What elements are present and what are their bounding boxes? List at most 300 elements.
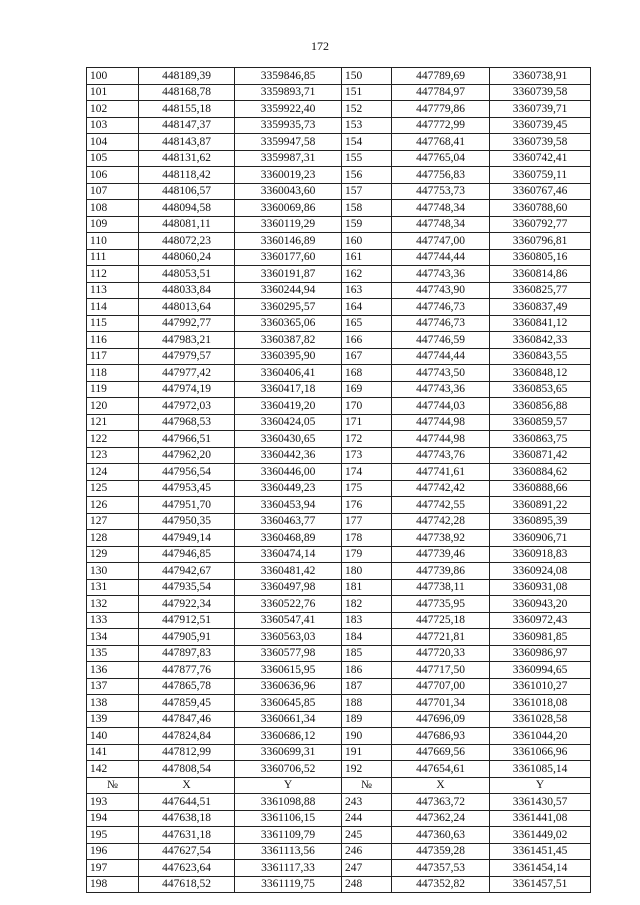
cell-point-number-left: 124 (87, 464, 139, 481)
cell-point-number-left: 128 (87, 530, 139, 547)
cell-x-right: 447744,03 (392, 398, 490, 415)
cell-point-number-left: 196 (87, 843, 139, 860)
cell-y-right: 3360981,85 (490, 629, 591, 646)
table-row (87, 447, 591, 464)
cell-x-right: 447742,55 (392, 497, 490, 514)
cell-x-left: 447951,70 (139, 497, 235, 514)
table-row (87, 101, 591, 118)
cell-x-right: 447707,00 (392, 678, 490, 695)
table-row (87, 117, 591, 134)
cell-point-number-right: 152 (342, 101, 392, 118)
table-row (87, 645, 591, 662)
cell-point-number-right: 151 (342, 84, 392, 101)
header-row (87, 777, 591, 794)
cell-x-left: 448168,78 (139, 84, 235, 101)
table-row (87, 282, 591, 299)
cell-point-number-left: 116 (87, 332, 139, 349)
cell-point-number-right: 167 (342, 348, 392, 365)
cell-point-number-right: 191 (342, 744, 392, 761)
cell-point-number-right: 165 (342, 315, 392, 332)
cell-y-right: 3360805,16 (490, 249, 591, 266)
cell-point-number-left: 106 (87, 167, 139, 184)
table-row (87, 365, 591, 382)
cell-point-number-right: 163 (342, 282, 392, 299)
table-row (87, 678, 591, 695)
cell-y-right: 3361085,14 (490, 761, 591, 778)
cell-point-number-left: 119 (87, 381, 139, 398)
cell-point-number-right: 161 (342, 249, 392, 266)
cell-x-right: 447720,33 (392, 645, 490, 662)
cell-point-number-right: 185 (342, 645, 392, 662)
header-number-left: № (87, 777, 139, 794)
cell-y-right: 3360837,49 (490, 299, 591, 316)
cell-x-right: 447721,81 (392, 629, 490, 646)
table-row (87, 546, 591, 563)
cell-y-left: 3360430,65 (235, 431, 342, 448)
cell-y-left: 3360406,41 (235, 365, 342, 382)
cell-y-left: 3360019,23 (235, 167, 342, 184)
cell-x-left: 447897,83 (139, 645, 235, 662)
cell-x-right: 447741,61 (392, 464, 490, 481)
cell-x-right: 447747,00 (392, 233, 490, 250)
table-row (87, 299, 591, 316)
cell-y-left: 3360636,96 (235, 678, 342, 695)
cell-x-right: 447701,34 (392, 695, 490, 712)
cell-y-left: 3360615,95 (235, 662, 342, 679)
cell-y-left: 3360177,60 (235, 249, 342, 266)
cell-y-left: 3360481,42 (235, 563, 342, 580)
cell-y-left: 3360387,82 (235, 332, 342, 349)
table-row (87, 761, 591, 778)
cell-y-right: 3360742,41 (490, 150, 591, 167)
cell-y-right: 3360853,65 (490, 381, 591, 398)
cell-point-number-right: 172 (342, 431, 392, 448)
cell-x-right: 447748,34 (392, 216, 490, 233)
cell-x-left: 448155,18 (139, 101, 235, 118)
table-row (87, 596, 591, 613)
cell-y-left: 3361119,75 (235, 876, 342, 893)
table-row (87, 480, 591, 497)
cell-y-left: 3360191,87 (235, 266, 342, 283)
cell-y-left: 3360547,41 (235, 612, 342, 629)
cell-point-number-left: 110 (87, 233, 139, 250)
cell-x-right: 447743,50 (392, 365, 490, 382)
cell-x-right: 447756,83 (392, 167, 490, 184)
cell-y-right: 3361454,14 (490, 860, 591, 877)
table-row (87, 497, 591, 514)
table-row (87, 183, 591, 200)
page-number: 172 (311, 39, 329, 53)
cell-x-left: 447972,03 (139, 398, 235, 415)
cell-y-right: 3361044,20 (490, 728, 591, 745)
cell-y-right: 3360856,88 (490, 398, 591, 415)
cell-point-number-right: 156 (342, 167, 392, 184)
cell-y-right: 3361441,08 (490, 810, 591, 827)
cell-y-left: 3361117,33 (235, 860, 342, 877)
table-row (87, 530, 591, 547)
cell-x-left: 448106,57 (139, 183, 235, 200)
table-row (87, 695, 591, 712)
cell-y-right: 3360884,62 (490, 464, 591, 481)
cell-y-right: 3360739,58 (490, 84, 591, 101)
table-row (87, 662, 591, 679)
cell-x-left: 447859,45 (139, 695, 235, 712)
cell-y-left: 3360069,86 (235, 200, 342, 217)
cell-x-right: 447743,36 (392, 266, 490, 283)
header-number-right: № (342, 777, 392, 794)
table-row (87, 134, 591, 151)
table-row (87, 84, 591, 101)
cell-y-left: 3361098,88 (235, 794, 342, 811)
cell-x-right: 447784,97 (392, 84, 490, 101)
cell-x-left: 447974,19 (139, 381, 235, 398)
cell-y-left: 3360395,90 (235, 348, 342, 365)
cell-y-left: 3360563,03 (235, 629, 342, 646)
table-row (87, 398, 591, 415)
table-row (87, 612, 591, 629)
header-x-right: X (392, 777, 490, 794)
cell-point-number-right: 181 (342, 579, 392, 596)
cell-point-number-left: 129 (87, 546, 139, 563)
cell-x-right: 447669,56 (392, 744, 490, 761)
table-row (87, 827, 591, 844)
table-row (87, 860, 591, 877)
cell-point-number-right: 157 (342, 183, 392, 200)
cell-x-right: 447352,82 (392, 876, 490, 893)
cell-y-left: 3360424,05 (235, 414, 342, 431)
cell-point-number-left: 121 (87, 414, 139, 431)
cell-y-right: 3361457,51 (490, 876, 591, 893)
cell-x-left: 447953,45 (139, 480, 235, 497)
cell-y-left: 3360468,89 (235, 530, 342, 547)
cell-x-right: 447696,09 (392, 711, 490, 728)
table-row (87, 563, 591, 580)
table-row (87, 464, 591, 481)
cell-y-left: 3360295,57 (235, 299, 342, 316)
cell-x-left: 447966,51 (139, 431, 235, 448)
cell-y-left: 3360686,12 (235, 728, 342, 745)
cell-point-number-right: 248 (342, 876, 392, 893)
cell-point-number-right: 179 (342, 546, 392, 563)
cell-y-right: 3360843,55 (490, 348, 591, 365)
table-row (87, 711, 591, 728)
table-row (87, 431, 591, 448)
cell-y-left: 3360522,76 (235, 596, 342, 613)
cell-x-right: 447772,99 (392, 117, 490, 134)
cell-y-right: 3360931,08 (490, 579, 591, 596)
cell-y-right: 3360906,71 (490, 530, 591, 547)
cell-point-number-right: 173 (342, 447, 392, 464)
cell-y-left: 3360043,60 (235, 183, 342, 200)
table-row (87, 332, 591, 349)
cell-point-number-right: 159 (342, 216, 392, 233)
cell-point-number-left: 103 (87, 117, 139, 134)
cell-x-right: 447717,50 (392, 662, 490, 679)
cell-point-number-right: 184 (342, 629, 392, 646)
cell-x-left: 447968,53 (139, 414, 235, 431)
cell-y-right: 3360792,77 (490, 216, 591, 233)
table-row (87, 167, 591, 184)
cell-y-left: 3361106,15 (235, 810, 342, 827)
cell-x-right: 447739,46 (392, 546, 490, 563)
cell-point-number-right: 160 (342, 233, 392, 250)
cell-point-number-right: 171 (342, 414, 392, 431)
table-header-group (87, 777, 591, 794)
cell-point-number-right: 162 (342, 266, 392, 283)
cell-x-left: 447992,77 (139, 315, 235, 332)
cell-x-left: 447977,42 (139, 365, 235, 382)
cell-point-number-left: 125 (87, 480, 139, 497)
cell-x-right: 447743,36 (392, 381, 490, 398)
cell-y-left: 3360699,31 (235, 744, 342, 761)
cell-x-right: 447735,95 (392, 596, 490, 613)
cell-x-left: 447950,35 (139, 513, 235, 530)
cell-point-number-right: 188 (342, 695, 392, 712)
cell-y-right: 3360994,65 (490, 662, 591, 679)
cell-point-number-right: 177 (342, 513, 392, 530)
cell-y-left: 3359947,58 (235, 134, 342, 151)
cell-point-number-left: 140 (87, 728, 139, 745)
cell-x-left: 447942,67 (139, 563, 235, 580)
cell-x-left: 447949,14 (139, 530, 235, 547)
cell-x-right: 447738,11 (392, 579, 490, 596)
cell-x-right: 447357,53 (392, 860, 490, 877)
cell-point-number-right: 182 (342, 596, 392, 613)
cell-x-right: 447753,73 (392, 183, 490, 200)
cell-y-left: 3359893,71 (235, 84, 342, 101)
cell-x-right: 447725,18 (392, 612, 490, 629)
table-row (87, 233, 591, 250)
cell-point-number-left: 137 (87, 678, 139, 695)
cell-x-left: 447962,20 (139, 447, 235, 464)
cell-point-number-right: 187 (342, 678, 392, 695)
cell-y-right: 3360739,58 (490, 134, 591, 151)
cell-point-number-right: 190 (342, 728, 392, 745)
cell-x-left: 448143,87 (139, 134, 235, 151)
cell-x-right: 447746,73 (392, 315, 490, 332)
cell-point-number-left: 101 (87, 84, 139, 101)
table-row (87, 414, 591, 431)
table-row (87, 728, 591, 745)
cell-x-left: 447912,51 (139, 612, 235, 629)
cell-x-right: 447360,63 (392, 827, 490, 844)
cell-x-left: 448131,62 (139, 150, 235, 167)
cell-x-right: 447744,44 (392, 249, 490, 266)
cell-point-number-right: 176 (342, 497, 392, 514)
cell-point-number-left: 195 (87, 827, 139, 844)
cell-x-right: 447743,76 (392, 447, 490, 464)
cell-y-right: 3360814,86 (490, 266, 591, 283)
cell-x-right: 447362,24 (392, 810, 490, 827)
cell-x-left: 448013,64 (139, 299, 235, 316)
coordinates-table (86, 67, 591, 893)
cell-x-left: 448081,11 (139, 216, 235, 233)
cell-y-left: 3360706,52 (235, 761, 342, 778)
cell-point-number-left: 102 (87, 101, 139, 118)
cell-y-left: 3360417,18 (235, 381, 342, 398)
cell-y-right: 3360924,08 (490, 563, 591, 580)
cell-point-number-left: 120 (87, 398, 139, 415)
cell-x-right: 447748,34 (392, 200, 490, 217)
cell-point-number-left: 117 (87, 348, 139, 365)
cell-x-left: 447824,84 (139, 728, 235, 745)
cell-x-left: 447644,51 (139, 794, 235, 811)
cell-x-left: 448033,84 (139, 282, 235, 299)
table-body-bottom (87, 794, 591, 893)
cell-point-number-right: 150 (342, 68, 392, 85)
cell-y-left: 3360365,06 (235, 315, 342, 332)
cell-x-right: 447789,69 (392, 68, 490, 85)
cell-y-left: 3360577,98 (235, 645, 342, 662)
table-row (87, 200, 591, 217)
cell-point-number-left: 132 (87, 596, 139, 613)
cell-point-number-left: 130 (87, 563, 139, 580)
cell-point-number-left: 100 (87, 68, 139, 85)
cell-y-left: 3360463,77 (235, 513, 342, 530)
cell-x-left: 447922,34 (139, 596, 235, 613)
cell-y-left: 3360119,29 (235, 216, 342, 233)
cell-y-right: 3361451,45 (490, 843, 591, 860)
cell-point-number-left: 107 (87, 183, 139, 200)
cell-y-right: 3360895,39 (490, 513, 591, 530)
cell-x-right: 447779,86 (392, 101, 490, 118)
table-row (87, 794, 591, 811)
cell-point-number-left: 123 (87, 447, 139, 464)
cell-y-right: 3360759,11 (490, 167, 591, 184)
table-row (87, 579, 591, 596)
table-row (87, 810, 591, 827)
table-row (87, 315, 591, 332)
cell-point-number-left: 135 (87, 645, 139, 662)
cell-y-right: 3360888,66 (490, 480, 591, 497)
cell-point-number-left: 127 (87, 513, 139, 530)
cell-y-right: 3360943,20 (490, 596, 591, 613)
cell-y-left: 3360497,98 (235, 579, 342, 596)
cell-y-right: 3360738,91 (490, 68, 591, 85)
cell-y-left: 3361113,56 (235, 843, 342, 860)
cell-point-number-left: 111 (87, 249, 139, 266)
cell-point-number-left: 122 (87, 431, 139, 448)
cell-point-number-left: 112 (87, 266, 139, 283)
cell-x-left: 448118,42 (139, 167, 235, 184)
table-row (87, 744, 591, 761)
cell-x-left: 447956,54 (139, 464, 235, 481)
cell-point-number-left: 113 (87, 282, 139, 299)
cell-x-left: 447623,64 (139, 860, 235, 877)
cell-y-left: 3360474,14 (235, 546, 342, 563)
cell-x-right: 447686,93 (392, 728, 490, 745)
cell-y-right: 3361430,57 (490, 794, 591, 811)
cell-x-left: 447979,57 (139, 348, 235, 365)
cell-point-number-right: 186 (342, 662, 392, 679)
cell-x-left: 447812,99 (139, 744, 235, 761)
cell-x-right: 447744,98 (392, 414, 490, 431)
cell-y-right: 3360796,81 (490, 233, 591, 250)
cell-x-left: 448060,24 (139, 249, 235, 266)
cell-x-left: 447631,18 (139, 827, 235, 844)
cell-point-number-left: 198 (87, 876, 139, 893)
cell-point-number-right: 192 (342, 761, 392, 778)
cell-y-right: 3360918,83 (490, 546, 591, 563)
cell-x-left: 447847,46 (139, 711, 235, 728)
cell-y-right: 3360825,77 (490, 282, 591, 299)
cell-x-left: 447935,54 (139, 579, 235, 596)
cell-y-right: 3361010,27 (490, 678, 591, 695)
cell-point-number-left: 131 (87, 579, 139, 596)
cell-point-number-left: 141 (87, 744, 139, 761)
table-row (87, 843, 591, 860)
cell-point-number-right: 170 (342, 398, 392, 415)
cell-y-right: 3360842,33 (490, 332, 591, 349)
cell-x-right: 447765,04 (392, 150, 490, 167)
cell-x-right: 447742,42 (392, 480, 490, 497)
cell-point-number-left: 193 (87, 794, 139, 811)
cell-point-number-right: 183 (342, 612, 392, 629)
cell-x-right: 447739,86 (392, 563, 490, 580)
cell-point-number-right: 154 (342, 134, 392, 151)
cell-point-number-left: 118 (87, 365, 139, 382)
cell-point-number-left: 197 (87, 860, 139, 877)
cell-point-number-left: 104 (87, 134, 139, 151)
cell-x-right: 447363,72 (392, 794, 490, 811)
cell-y-left: 3360442,36 (235, 447, 342, 464)
cell-point-number-right: 189 (342, 711, 392, 728)
cell-x-left: 447618,52 (139, 876, 235, 893)
cell-point-number-right: 175 (342, 480, 392, 497)
cell-x-left: 448072,23 (139, 233, 235, 250)
cell-point-number-right: 245 (342, 827, 392, 844)
cell-point-number-left: 105 (87, 150, 139, 167)
cell-y-right: 3360859,57 (490, 414, 591, 431)
cell-point-number-left: 126 (87, 497, 139, 514)
cell-x-left: 448053,51 (139, 266, 235, 283)
cell-y-left: 3361109,79 (235, 827, 342, 844)
cell-point-number-right: 180 (342, 563, 392, 580)
cell-point-number-right: 246 (342, 843, 392, 860)
cell-x-left: 447808,54 (139, 761, 235, 778)
cell-x-left: 447627,54 (139, 843, 235, 860)
table-row (87, 68, 591, 85)
cell-x-right: 447738,92 (392, 530, 490, 547)
cell-point-number-right: 164 (342, 299, 392, 316)
cell-y-left: 3360146,89 (235, 233, 342, 250)
cell-y-right: 3360848,12 (490, 365, 591, 382)
cell-y-left: 3360446,00 (235, 464, 342, 481)
cell-y-left: 3360419,20 (235, 398, 342, 415)
cell-x-right: 447654,61 (392, 761, 490, 778)
table-row (87, 876, 591, 893)
cell-x-left: 447865,78 (139, 678, 235, 695)
cell-x-right: 447746,73 (392, 299, 490, 316)
cell-y-left: 3360453,94 (235, 497, 342, 514)
cell-y-right: 3361449,02 (490, 827, 591, 844)
cell-point-number-right: 158 (342, 200, 392, 217)
cell-y-right: 3360788,60 (490, 200, 591, 217)
cell-y-left: 3359846,85 (235, 68, 342, 85)
cell-x-left: 447905,91 (139, 629, 235, 646)
cell-x-left: 448189,39 (139, 68, 235, 85)
cell-x-left: 447877,76 (139, 662, 235, 679)
cell-x-right: 447744,98 (392, 431, 490, 448)
header-y-left: Y (235, 777, 342, 794)
cell-point-number-right: 244 (342, 810, 392, 827)
cell-x-left: 448147,37 (139, 117, 235, 134)
cell-point-number-left: 138 (87, 695, 139, 712)
cell-y-right: 3360739,45 (490, 117, 591, 134)
cell-y-left: 3360661,34 (235, 711, 342, 728)
header-x-left: X (139, 777, 235, 794)
cell-point-number-right: 247 (342, 860, 392, 877)
